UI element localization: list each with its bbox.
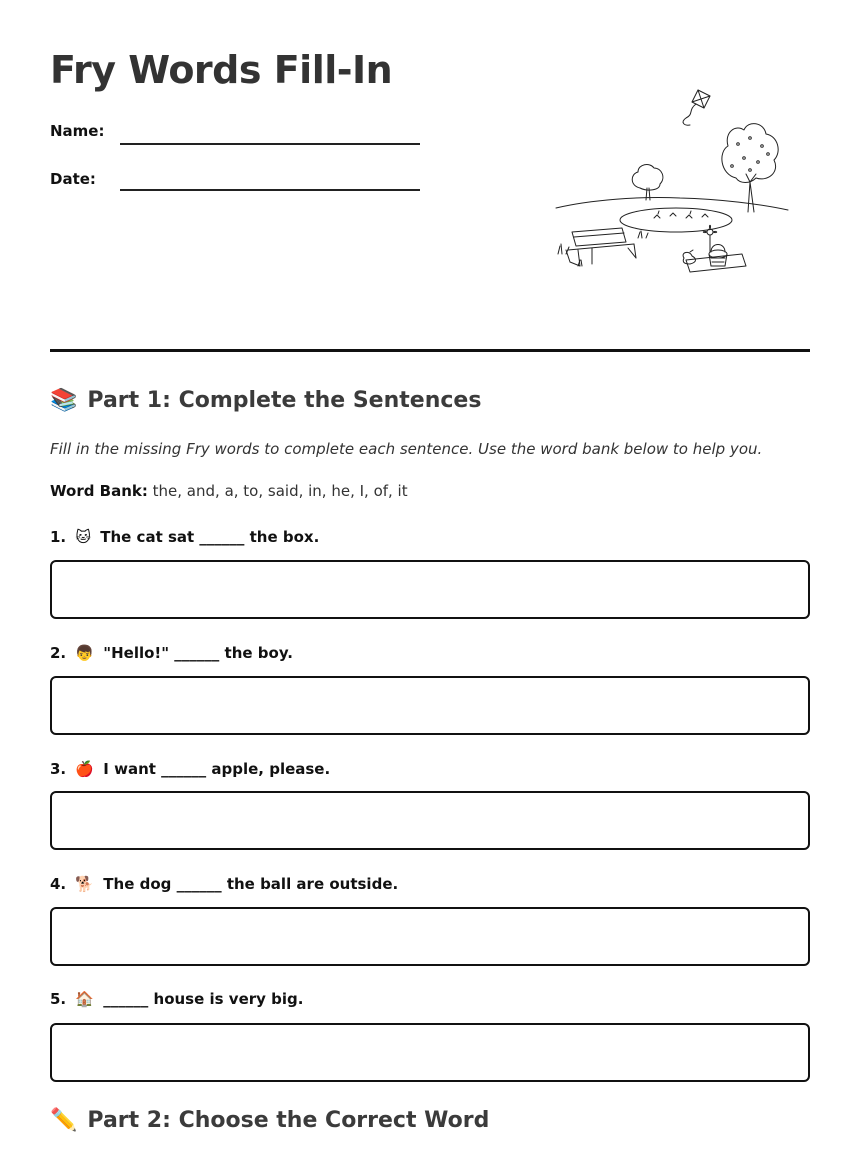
small-tree-icon (632, 165, 663, 200)
house-icon: 🏠 (75, 990, 95, 1008)
question-5 (50, 990, 303, 1008)
date-field[interactable] (120, 189, 420, 191)
pencil-icon: ✏️ (50, 1108, 78, 1133)
date-label: Date: (50, 170, 96, 188)
question-2 (50, 644, 293, 662)
big-tree-icon (722, 124, 778, 212)
kite-icon (683, 90, 710, 125)
apple-icon: 🍎 (75, 760, 95, 778)
pond-icon (620, 208, 732, 232)
name-field[interactable] (120, 143, 420, 145)
word-bank-label: Word Bank: (50, 482, 148, 500)
question-text: The dog ______ the ball are outside. (103, 875, 399, 893)
question-text: "Hello!" ______ the boy. (103, 644, 293, 662)
bench-icon (566, 228, 636, 266)
question-number: 2. (50, 644, 67, 662)
word-bank (50, 482, 408, 500)
dog-icon: 🐕 (75, 875, 95, 893)
answer-box-5[interactable] (50, 1023, 810, 1082)
question-number: 3. (50, 760, 67, 778)
answer-box-3[interactable] (50, 791, 810, 850)
answer-box-4[interactable] (50, 907, 810, 966)
question-text: The cat sat ______ the box. (100, 528, 320, 546)
park-illustration (550, 82, 790, 278)
question-1 (50, 528, 319, 546)
section-divider (50, 349, 810, 352)
question-4 (50, 875, 398, 893)
books-icon: 📚 (50, 388, 78, 413)
answer-box-1[interactable] (50, 560, 810, 619)
question-number: 4. (50, 875, 67, 893)
duck-icon (683, 250, 695, 264)
question-text: ______ house is very big. (103, 990, 304, 1008)
part1-heading-text: Part 1: Complete the Sentences (87, 388, 482, 413)
question-3 (50, 760, 330, 778)
cat-icon: 🐱 (75, 528, 92, 546)
part2-heading (50, 1108, 489, 1133)
question-text: I want ______ apple, please. (103, 760, 331, 778)
part2-heading-text: Part 2: Choose the Correct Word (87, 1108, 490, 1133)
page-title: Fry Words Fill-In (50, 48, 393, 92)
boy-icon: 👦 (75, 644, 95, 662)
part1-heading (50, 388, 481, 413)
question-number: 5. (50, 990, 67, 1008)
part1-instructions: Fill in the missing Fry words to complete each sentence. Use the word bank below to help you. (50, 440, 763, 458)
name-label: Name: (50, 122, 105, 140)
word-bank-words: the, and, a, to, said, in, he, I, of, it (147, 482, 408, 500)
flower-icon (703, 225, 717, 252)
answer-box-2[interactable] (50, 676, 810, 735)
question-number: 1. (50, 528, 67, 546)
